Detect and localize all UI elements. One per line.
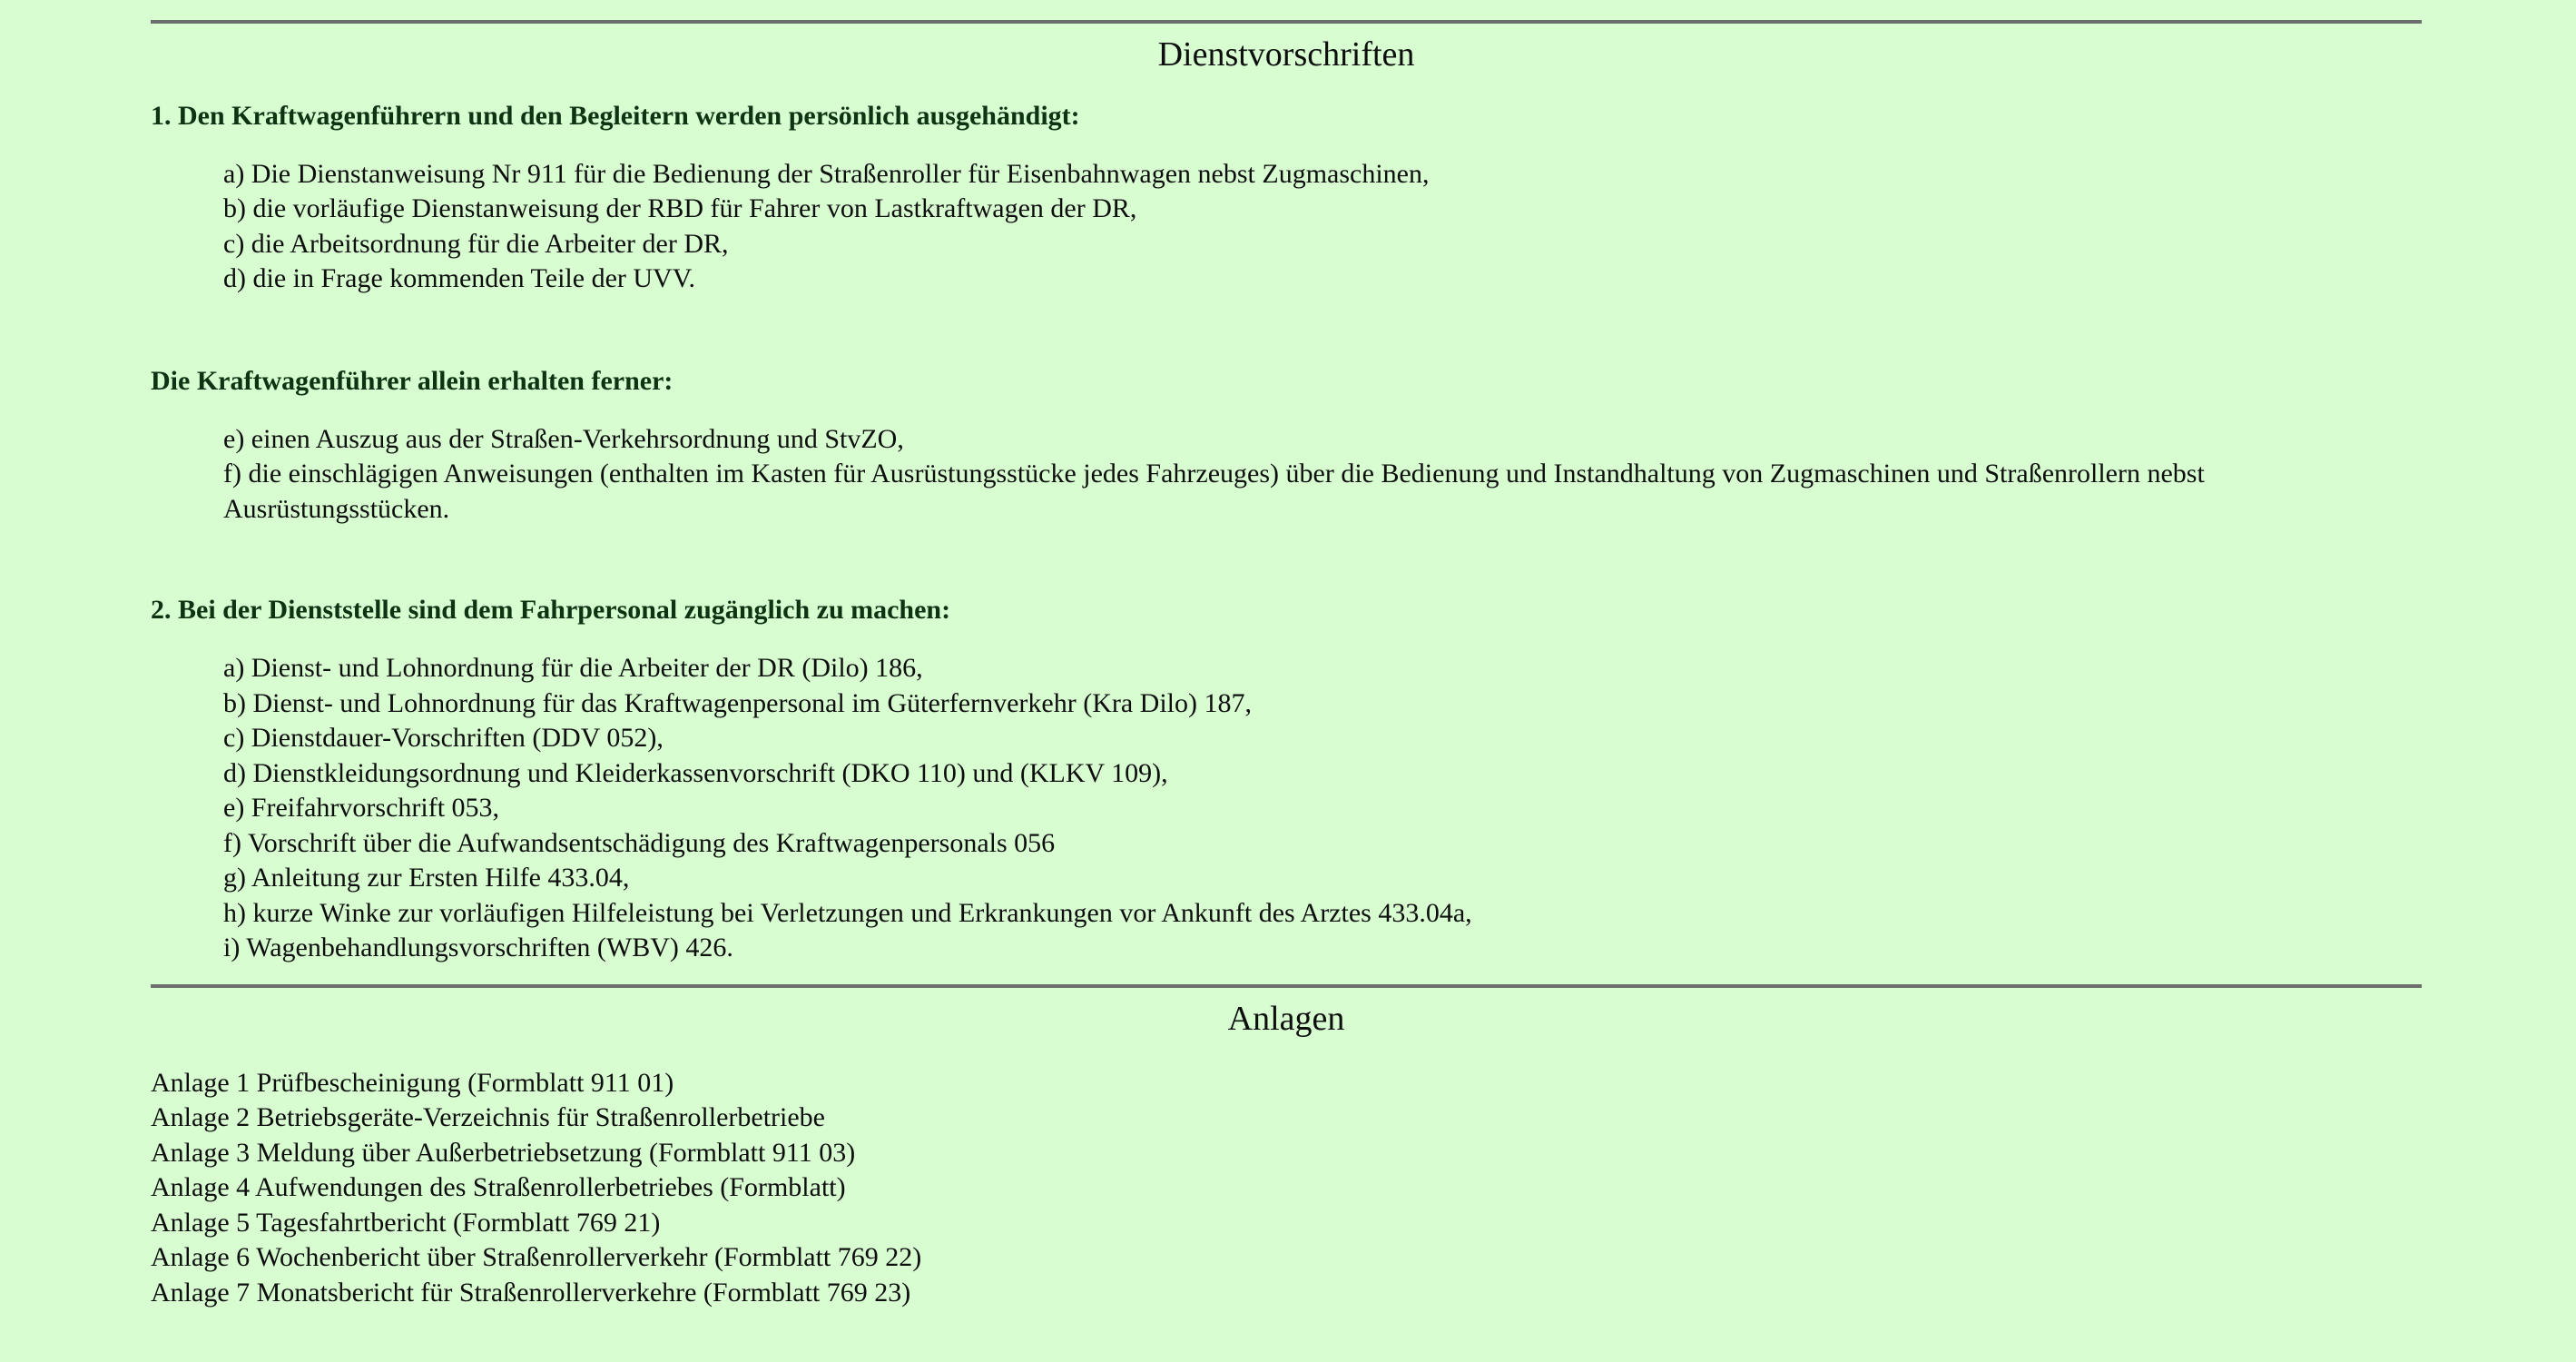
anlage-item: Anlage 7 Monatsbericht für Straßenrollerverkehre (Formblatt 769 23) (151, 1277, 911, 1308)
list-item: f) die einschlägigen Anweisungen (enthalten im Kasten für Ausrüstungsstücke jedes Fahrzeuges) über die Bedienung und Instandhaltung von Zugmaschinen und Straßenrollern nebst Ausrüstungsstücken. (223, 459, 2205, 524)
section1-heading: 1. Den Kraftwagenführern und den Begleitern werden persönlich ausgehändigt: (151, 100, 1080, 131)
list-item: d) die in Frage kommenden Teile der UVV. (223, 263, 696, 294)
list-item: e) Freifahrvorschrift 053, (223, 793, 500, 824)
drivers-heading: Die Kraftwagenführer allein erhalten ferner: (151, 365, 673, 396)
list-item: c) Dienstdauer-Vorschriften (DDV 052), (223, 723, 664, 754)
dienstvorschriften-title: Dienstvorschriften (1157, 35, 1415, 74)
list-item: a) Dienst- und Lohnordnung für die Arbeiter der DR (Dilo) 186, (223, 653, 923, 684)
drivers-list (223, 422, 2422, 528)
section1-list (223, 157, 2422, 297)
list-item: f) Vorschrift über die Aufwandsentschädigung des Kraftwagenpersonals 056 (223, 827, 1056, 858)
anlagen-title: Anlagen (1227, 999, 1345, 1038)
anlage-item: Anlage 5 Tagesfahrtbericht (Formblatt 769 21) (151, 1207, 661, 1238)
top-divider (151, 20, 2422, 24)
list-item: c) die Arbeitsordnung für die Arbeiter der DR, (223, 228, 729, 259)
list-item: b) Dienst- und Lohnordnung für das Kraftwagenpersonal im Güterfernverkehr (Kra Dilo) 187, (223, 687, 1252, 718)
list-item: a) Die Dienstanweisung Nr 911 für die Bedienung der Straßenroller für Eisenbahnwagen nebst Zugmaschinen, (223, 158, 1430, 189)
anlage-item: Anlage 6 Wochenbericht über Straßenrollerverkehr (Formblatt 769 22) (151, 1242, 922, 1273)
list-item: d) Dienstkleidungsordnung und Kleiderkassenvorschrift (DKO 110) und (KLKV 109), (223, 757, 1168, 788)
anlagen-divider (151, 984, 2422, 988)
anlage-item: Anlage 1 Prüfbescheinigung (Formblatt 911 01) (151, 1067, 674, 1098)
list-item: i) Wagenbehandlungsvorschriften (WBV) 426. (223, 933, 733, 963)
list-item: h) kurze Winke zur vorläufigen Hilfeleistung bei Verletzungen und Erkrankungen vor Ankunft des Arztes 433.04a, (223, 897, 1472, 928)
anlage-item: Anlage 2 Betriebsgeräte-Verzeichnis für Straßenrollerbetriebe (151, 1102, 825, 1133)
anlagen-list (151, 1066, 2422, 1311)
anlage-item: Anlage 3 Meldung über Außerbetriebsetzung (Formblatt 911 03) (151, 1137, 856, 1168)
list-item: g) Anleitung zur Ersten Hilfe 433.04, (223, 863, 630, 893)
list-item: e) einen Auszug aus der Straßen-Verkehrsordnung und StvZO, (223, 423, 904, 454)
document-page (151, 20, 2422, 1310)
section2-heading: 2. Bei der Dienststelle sind dem Fahrpersonal zugänglich zu machen: (151, 595, 951, 626)
section2-list (223, 651, 2422, 966)
list-item: b) die vorläufige Dienstanweisung der RBD für Fahrer von Lastkraftwagen der DR, (223, 193, 1137, 224)
anlage-item: Anlage 4 Aufwendungen des Straßenrollerbetriebes (Formblatt) (151, 1172, 846, 1203)
